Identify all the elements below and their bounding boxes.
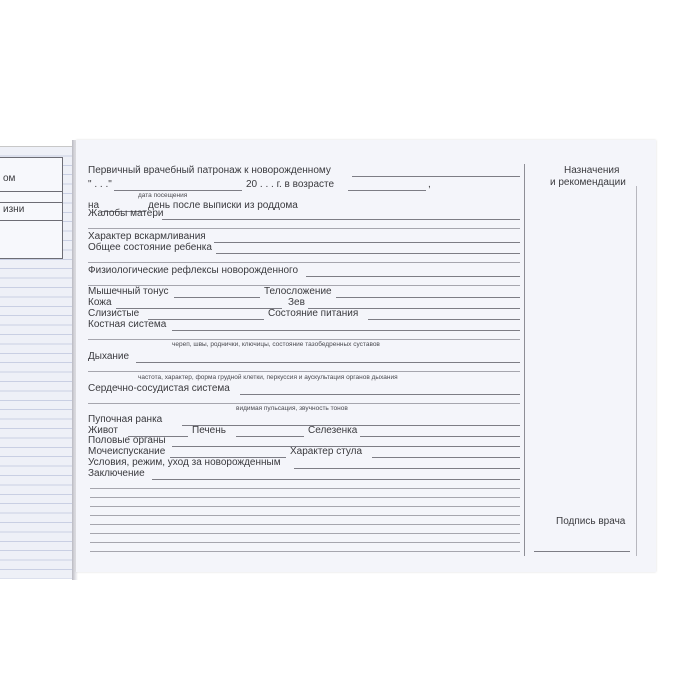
conditions-label: Условия, режим, уход за новорожденным <box>88 457 281 468</box>
bones-field[interactable] <box>172 330 520 331</box>
column-divider <box>524 164 525 556</box>
blank-line <box>90 506 520 507</box>
urination-label: Мочеиспускание <box>88 446 166 457</box>
recommendations-header-line2: и рекомендации <box>550 177 626 188</box>
complaints-field[interactable] <box>162 219 520 220</box>
general-state-field[interactable] <box>216 253 520 254</box>
blank-line <box>352 176 520 177</box>
muscle-tone-label: Мышечный тонус <box>88 286 169 297</box>
form-page <box>76 140 656 572</box>
skin-label: Кожа <box>88 297 112 308</box>
cardio-hint: видимая пульсация, звучность тонов <box>236 405 348 412</box>
muscle-tone-field[interactable] <box>174 297 260 298</box>
blank-line <box>90 515 520 516</box>
spleen-label: Селезенка <box>308 425 358 436</box>
form-title: Первичный врачебный патронаж к новорожденному <box>88 165 331 176</box>
nutrition-field[interactable] <box>368 319 520 320</box>
build-label: Телосложение <box>264 286 332 297</box>
blank-line <box>88 403 520 404</box>
general-state-label: Общее состояние ребенка <box>88 242 212 253</box>
cardio-label: Сердечно-сосудистая система <box>88 383 230 394</box>
recommendations-header-line1: Назначения <box>564 165 620 176</box>
blank-line <box>90 488 520 489</box>
spleen-field[interactable] <box>360 436 520 437</box>
build-field[interactable] <box>336 297 520 298</box>
blank-line <box>88 371 520 372</box>
breathing-hint: частота, характер, форма грудной клетки, перкуссия и аускультация органов дыхания <box>138 374 398 381</box>
age-field[interactable] <box>348 190 426 191</box>
day-prefix: на <box>88 200 100 211</box>
navel-label: Пупочная ранка <box>88 414 163 425</box>
liver-label: Печень <box>192 425 226 436</box>
date-hint: дата посещения <box>138 192 188 199</box>
left-page <box>0 146 74 579</box>
column-divider <box>636 186 637 556</box>
blank-line <box>90 542 520 543</box>
stool-label: Характер стула <box>290 446 363 457</box>
age-comma: , <box>428 179 431 190</box>
liver-field[interactable] <box>236 436 304 437</box>
bones-hint: череп, швы, роднички, ключицы, состояние тазобедренных суставов <box>172 341 380 348</box>
left-table-divider <box>0 202 62 203</box>
blank-line <box>90 497 520 498</box>
date-field[interactable] <box>114 190 242 191</box>
nutrition-label: Состояние питания <box>268 308 359 319</box>
throat-label: Зев <box>288 297 305 308</box>
left-page-table <box>0 157 63 259</box>
complaints-label: Жалобы матери <box>88 208 164 219</box>
blank-line <box>88 339 520 340</box>
left-table-divider <box>0 191 62 192</box>
genitals-label: Половые органы <box>88 435 166 446</box>
reflexes-field[interactable] <box>306 276 520 277</box>
cardio-field[interactable] <box>240 394 520 395</box>
bones-label: Костная система <box>88 319 167 330</box>
blank-line <box>90 551 520 552</box>
blank-line <box>90 533 520 534</box>
breathing-label: Дыхание <box>88 351 130 362</box>
left-table-divider <box>0 220 62 221</box>
conclusion-field[interactable] <box>152 479 520 480</box>
breathing-field[interactable] <box>136 362 520 363</box>
conditions-field[interactable] <box>294 468 520 469</box>
reflexes-label: Физиологические рефлексы новорожденного <box>88 265 299 276</box>
stool-field[interactable] <box>372 457 520 458</box>
left-table-row2-text: изни <box>3 204 25 215</box>
year-label: 20 . . . г. в возрасте <box>246 179 335 190</box>
day-suffix: день после выписки из роддома <box>148 200 298 211</box>
feeding-label: Характер вскармливания <box>88 231 206 242</box>
mucous-label: Слизистые <box>88 308 140 319</box>
date-quote: " . . ." <box>88 179 112 190</box>
feeding-field[interactable] <box>214 242 520 243</box>
skin-field[interactable] <box>116 308 282 309</box>
blank-line <box>90 524 520 525</box>
abdomen-label: Живот <box>88 425 118 436</box>
signature-label: Подпись врача <box>556 516 626 527</box>
blank-line <box>88 228 520 229</box>
left-table-row1-text: ом <box>3 173 16 184</box>
signature-field[interactable] <box>534 551 630 552</box>
blank-line <box>88 262 520 263</box>
conclusion-label: Заключение <box>88 468 145 479</box>
